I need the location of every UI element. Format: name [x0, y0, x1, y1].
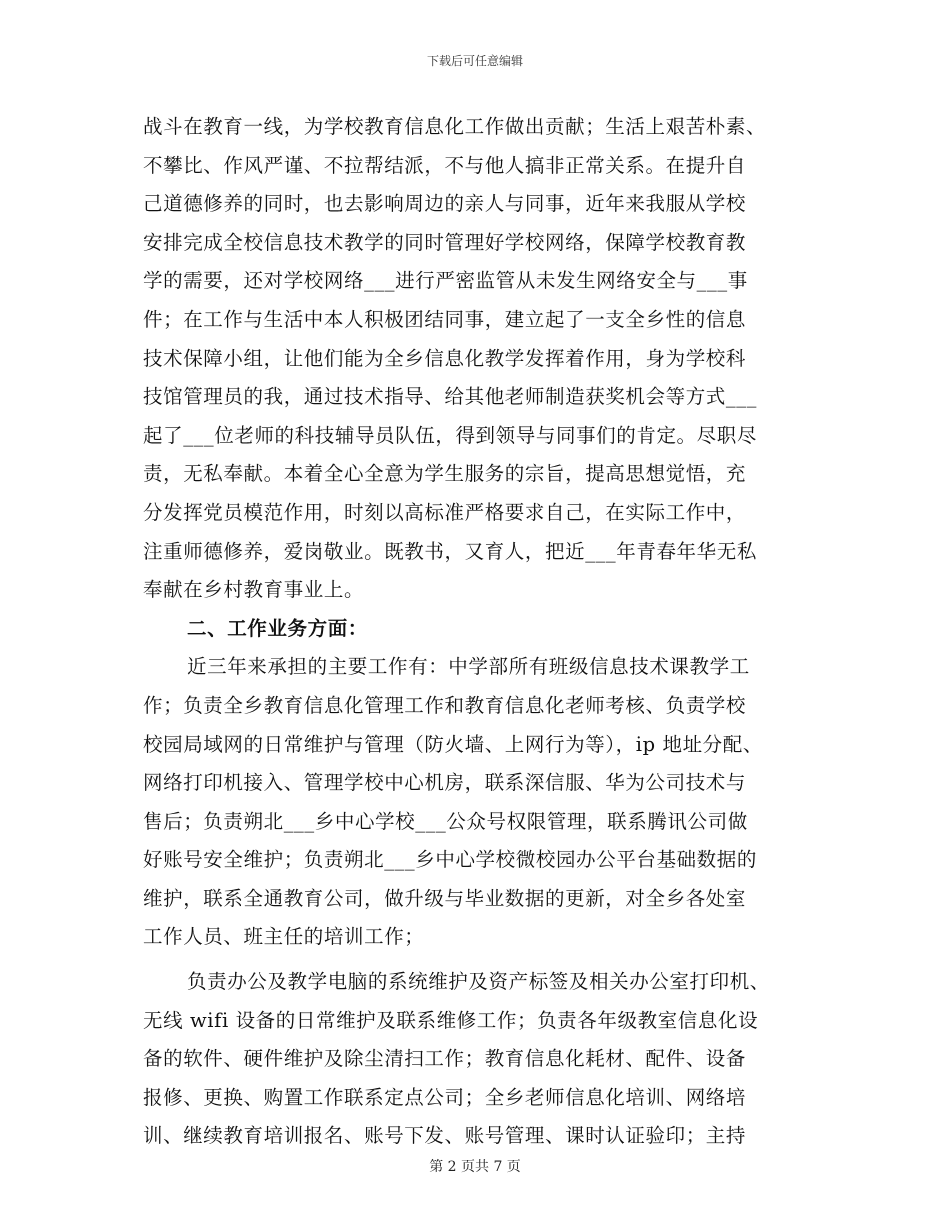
- body-line: 己道德修养的同时，也去影响周边的亲人与同事，近年来我服从学校: [143, 192, 747, 216]
- body-line: 维护，联系全通教育公司，做升级与毕业数据的更新，对全乡各处室: [143, 886, 747, 910]
- page-header: 下载后可任意编辑: [426, 54, 523, 68]
- body-line: 不攀比、作风严谨、不拉帮结派，不与他人搞非正常关系。在提升自: [143, 153, 747, 177]
- body-line: 奉献在乡村教育事业上。: [143, 578, 365, 602]
- section-heading: 二、工作业务方面：: [187, 616, 368, 640]
- body-line: 工作人员、班主任的培训工作；: [143, 925, 425, 949]
- body-line: 售后；负责朔北___乡中心学校___公众号权限管理，联系腾讯公司做: [143, 809, 748, 833]
- body-line: 备的软件、硬件维护及除尘清扫工作；教育信息化耗材、配件、设备: [143, 1047, 747, 1071]
- body-line: 报修、更换、购置工作联系定点公司；全乡老师信息化培训、网络培: [143, 1085, 747, 1109]
- body-line: 训、继续教育培训报名、账号下发、账号管理、课时认证验印；主持: [143, 1124, 747, 1148]
- body-line: 作；负责全乡教育信息化管理工作和教育信息化老师考核、负责学校: [143, 693, 747, 717]
- body-line: 好账号安全维护；负责朔北___乡中心学校微校园办公平台基础数据的: [143, 848, 757, 872]
- body-line: 件；在工作与生活中本人积极团结同事，建立起了一支全乡性的信息: [143, 307, 747, 331]
- page-footer: 第 2 页共 7 页: [429, 1159, 521, 1175]
- body-line: 校园局域网的日常维护与管理（防火墙、上网行为等），ip 地址分配、: [143, 732, 763, 756]
- body-line: 网络打印机接入、管理学校中心机房，联系深信服、华为公司技术与: [143, 771, 747, 795]
- body-line: 安排完成全校信息技术教学的同时管理好学校网络，保障学校教育教: [143, 230, 747, 254]
- body-line: 学的需要，还对学校网络___进行严密监管从未发生网络安全与___事: [143, 269, 748, 293]
- body-line: 战斗在教育一线，为学校教育信息化工作做出贡献；生活上艰苦朴素、: [143, 115, 767, 138]
- body-line: 无线 wifi 设备的日常维护及联系维修工作；负责各年级教室信息化设: [143, 1008, 759, 1032]
- body-line: 技馆管理员的我，通过技术指导、给其他老师制造获奖机会等方式___: [143, 385, 757, 409]
- body-line: 近三年来承担的主要工作有：中学部所有班级信息技术课教学工: [187, 655, 750, 679]
- body-line: 分发挥党员模范作用，时刻以高标准严格要求自己，在实际工作中，: [143, 500, 747, 524]
- body-line: 责，无私奉献。本着全心全意为学生服务的宗旨，提高思想觉悟，充: [143, 462, 747, 486]
- body-line: 注重师德修养，爱岗敬业。既教书，又育人，把近___年青春年华无私: [143, 539, 757, 563]
- document-body: [143, 108, 823, 1156]
- body-line: 技术保障小组，让他们能为全乡信息化教学发挥着作用，身为学校科: [143, 346, 747, 370]
- body-line: 负责办公及教学电脑的系统维护及资产标签及相关办公室打印机、: [187, 970, 770, 994]
- body-line: 起了___位老师的科技辅导员队伍，得到领导与同事们的肯定。尽职尽: [143, 423, 757, 447]
